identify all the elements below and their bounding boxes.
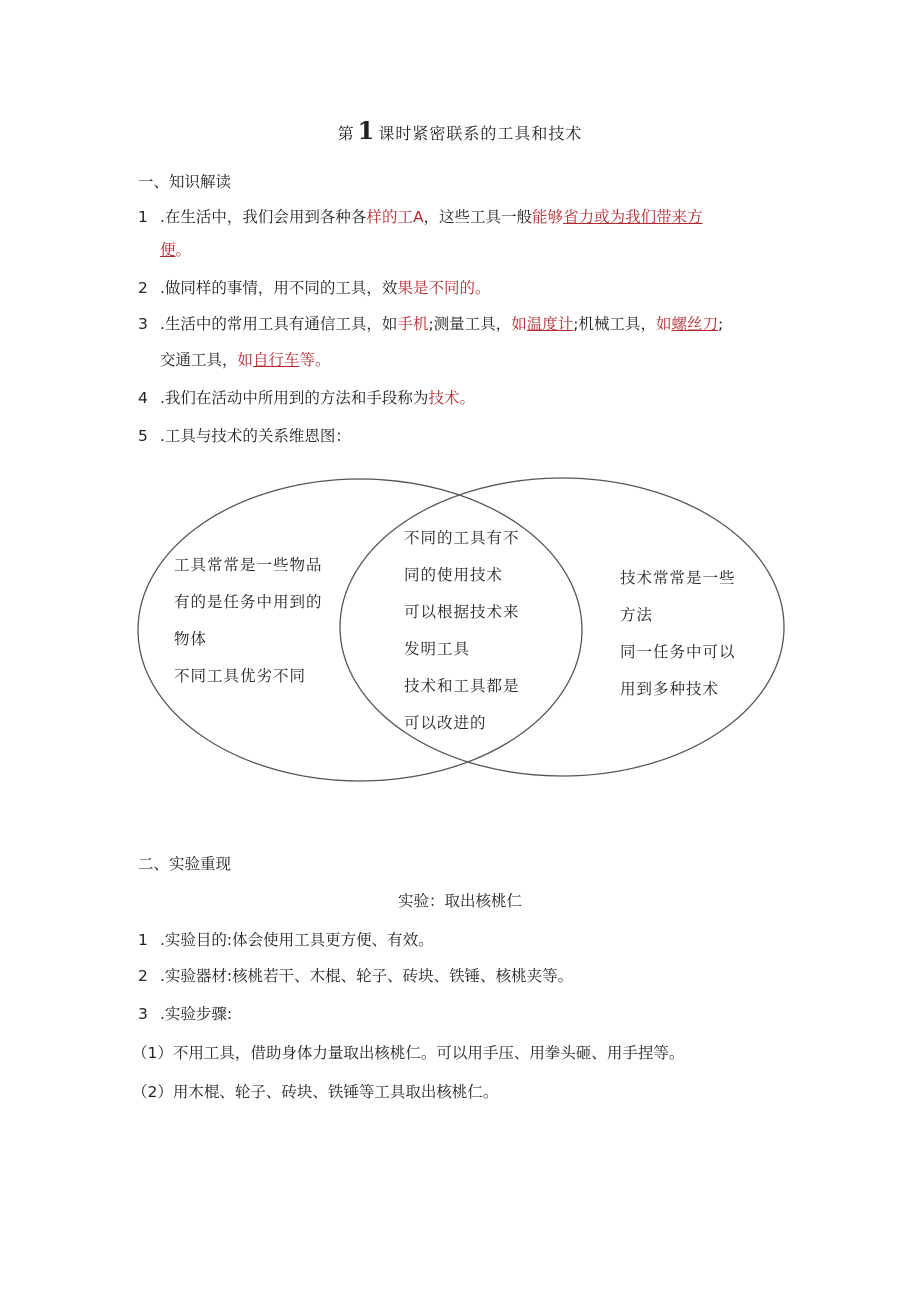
exp-step-2: （2）用木棍、轮子、砖块、铁锤等工具取出核桃仁。 [132,1083,499,1101]
title-prefix: 第 [337,124,355,143]
exp-item-1 [138,928,434,950]
exp-item-1-number: 1 [138,931,148,949]
exp-item-3-number: 3 [138,1005,148,1023]
venn-diagram [130,470,790,800]
item-4-text-a: .我们在活动中所用到的方法和手段称为 [160,389,429,407]
item-2-period: 。 [474,279,491,297]
exp-item-3 [138,1002,232,1024]
item-1 [138,205,703,227]
item-1-answer-benefit: 省力或为我们带来方 [563,208,703,226]
item-2 [138,276,490,298]
venn-right-line: 用到多种技术 [620,680,720,698]
item-4-answer: 技术 [428,389,460,407]
item-4-period: 。 [459,389,475,407]
exp-step-1: （1）不用工具，借助身体力量取出核桃仁。可以用手压、用拳头砸、用手捏等。 [132,1044,685,1062]
item-3-answer-bicycle: 自行车 [253,351,300,369]
venn-left-text [174,547,323,695]
exp-item-3-text: .实验步骤: [160,1005,233,1023]
item-3-text-a: .生活中的常用工具有通信工具，如 [160,315,398,333]
item-2-answer: 果是不同的 [397,279,475,297]
item-4-number: 4 [138,389,148,407]
item-1-number: 1 [138,208,148,226]
venn-left-line: 物体 [174,630,208,648]
venn-right-line: 同一任务中可以 [620,643,736,661]
item-2-text-a: .做同样的事情，用不同的工具，效 [160,279,398,297]
venn-left-line: 有的是任务中用到的 [174,593,323,611]
page-title [0,116,920,145]
item-3-etc: 等。 [299,351,331,369]
item-1-answer-tool: 样的工A [366,208,424,226]
item-5 [138,424,351,446]
item-1-cont [160,238,191,260]
exp-item-1-text: .实验目的:体会使用工具更方便、有效。 [160,931,434,949]
exp-item-2 [138,964,573,986]
venn-middle-line: 可以根据技术来 [404,603,520,621]
section1-heading: 一、知识解读 [138,173,232,191]
venn-left-line: 不同工具优劣不同 [174,667,307,685]
item-3-cont [160,348,331,370]
title-number: 1 [357,116,376,145]
venn-middle-line: 不同的工具有不 [404,529,520,547]
item-1-text-a: .在生活中，我们会用到各种各 [160,208,367,226]
item-3-such-as-1: 如 [511,315,527,333]
venn-middle-line: 技术和工具都是 [404,677,520,695]
exp-item-2-text: .实验器材:核桃若干、木棍、轮子、砖块、铁锤、核桃夹等。 [160,967,574,985]
venn-right-line: 技术常常是一些 [620,569,736,587]
item-4 [138,386,475,408]
item-5-number: 5 [138,427,148,445]
experiment-subtitle: 实验：取出核桃仁 [397,892,522,910]
venn-middle-line: 可以改进的 [404,714,487,732]
item-3-answer-screwdriver: 螺丝刀 [671,315,718,333]
venn-right-text [620,560,736,708]
exp-item-2-number: 2 [138,967,148,985]
venn-right-line: 方法 [620,606,654,624]
venn-middle-line: 同的使用技术 [404,566,504,584]
item-3-text-j: 交通工具， [160,351,238,369]
venn-middle-text [404,520,520,742]
section2-heading: 二、实验重现 [138,855,232,873]
item-1-answer-benefit-end: 便 [160,241,176,259]
item-5-text: .工具与技术的关系维恩图： [160,427,351,445]
item-3 [138,312,723,334]
venn-left-line: 工具常常是一些物品 [174,556,323,574]
item-3-text-c: ;测量工具， [428,315,512,333]
item-3-answer-thermometer: 温度计 [526,315,574,333]
item-3-such-as-2: 如 [655,315,672,333]
item-3-semicolon: ; [717,315,724,333]
item-2-number: 2 [138,279,148,297]
item-3-number: 3 [138,315,148,333]
venn-middle-line: 发明工具 [404,640,471,658]
item-1-text-c: ，这些工具一般 [423,208,533,226]
item-3-text-f: ;机械工具， [573,315,656,333]
title-text: 课时紧密联系的工具和技术 [378,124,583,143]
item-1-answer-able: 能够 [532,208,564,226]
item-3-such-as-3: 如 [237,351,254,369]
item-3-answer-phone: 手机 [397,315,429,333]
item-1-period: 。 [175,241,192,259]
